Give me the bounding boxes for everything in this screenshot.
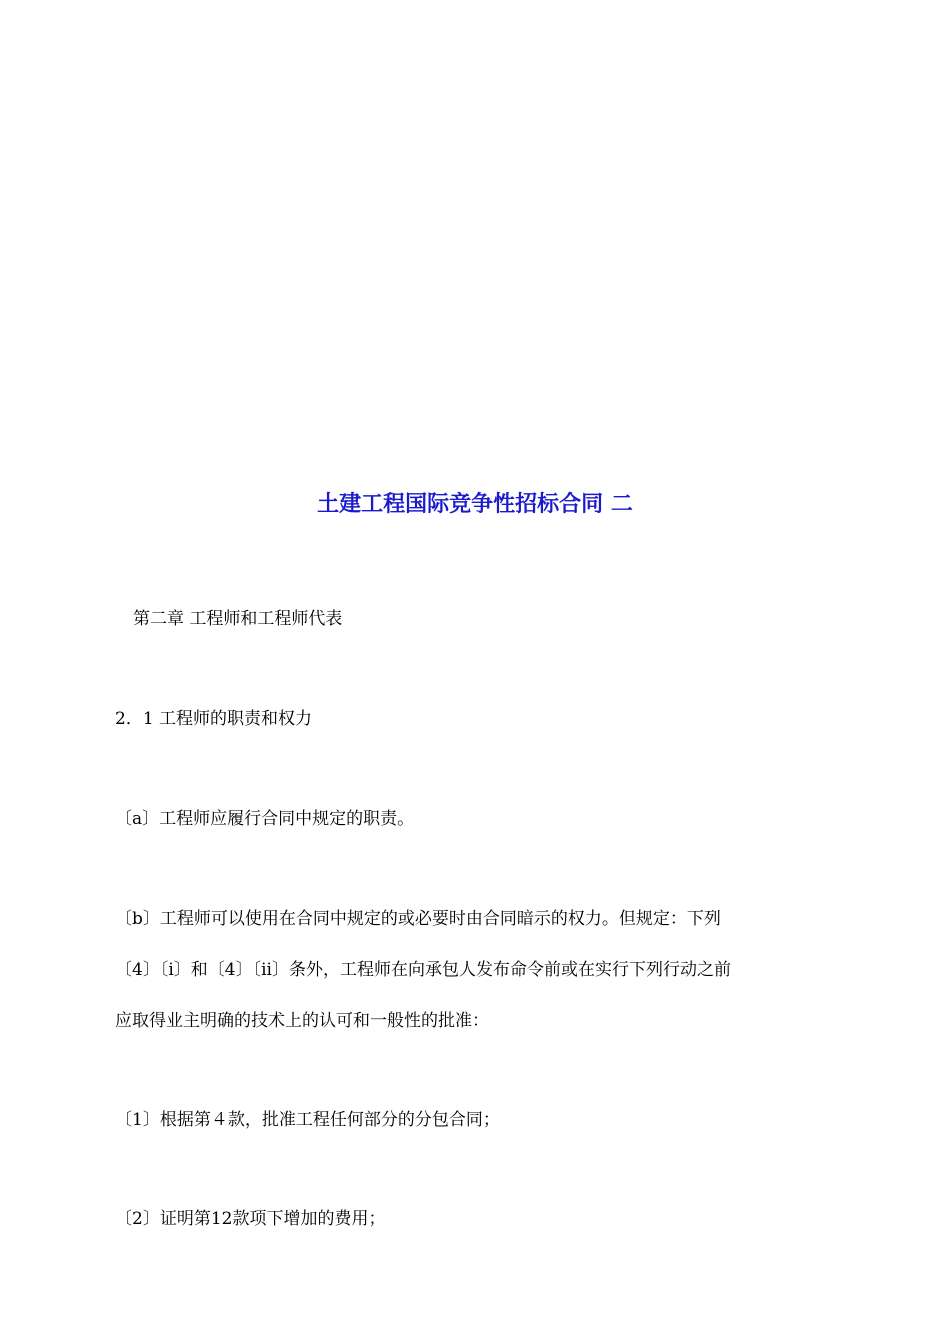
paragraph-b-line-2: 〔4〕〔i〕和〔4〕〔ii〕条外，工程师在向承包人发布命令前或在实行下列行动之前 — [115, 960, 731, 980]
chapter-heading: 第二章 工程师和工程师代表 — [133, 609, 343, 629]
list-item-1: 〔1〕根据第４款，批准工程任何部分的分包合同； — [115, 1110, 500, 1130]
section-heading: 2．1 工程师的职责和权力 — [115, 709, 313, 729]
paragraph-a: 〔a〕工程师应履行合同中规定的职责。 — [115, 809, 415, 829]
paragraph-b-line-1: 〔b〕工程师可以使用在合同中规定的或必要时由合同暗示的权力。但规定：下列 — [115, 909, 721, 929]
document-title: 土建工程国际竞争性招标合同 二 — [317, 492, 633, 517]
paragraph-b-line-3: 应取得业主明确的技术上的认可和一般性的批准： — [115, 1011, 489, 1031]
list-item-2: 〔2〕证明第12款项下增加的费用； — [115, 1209, 386, 1229]
